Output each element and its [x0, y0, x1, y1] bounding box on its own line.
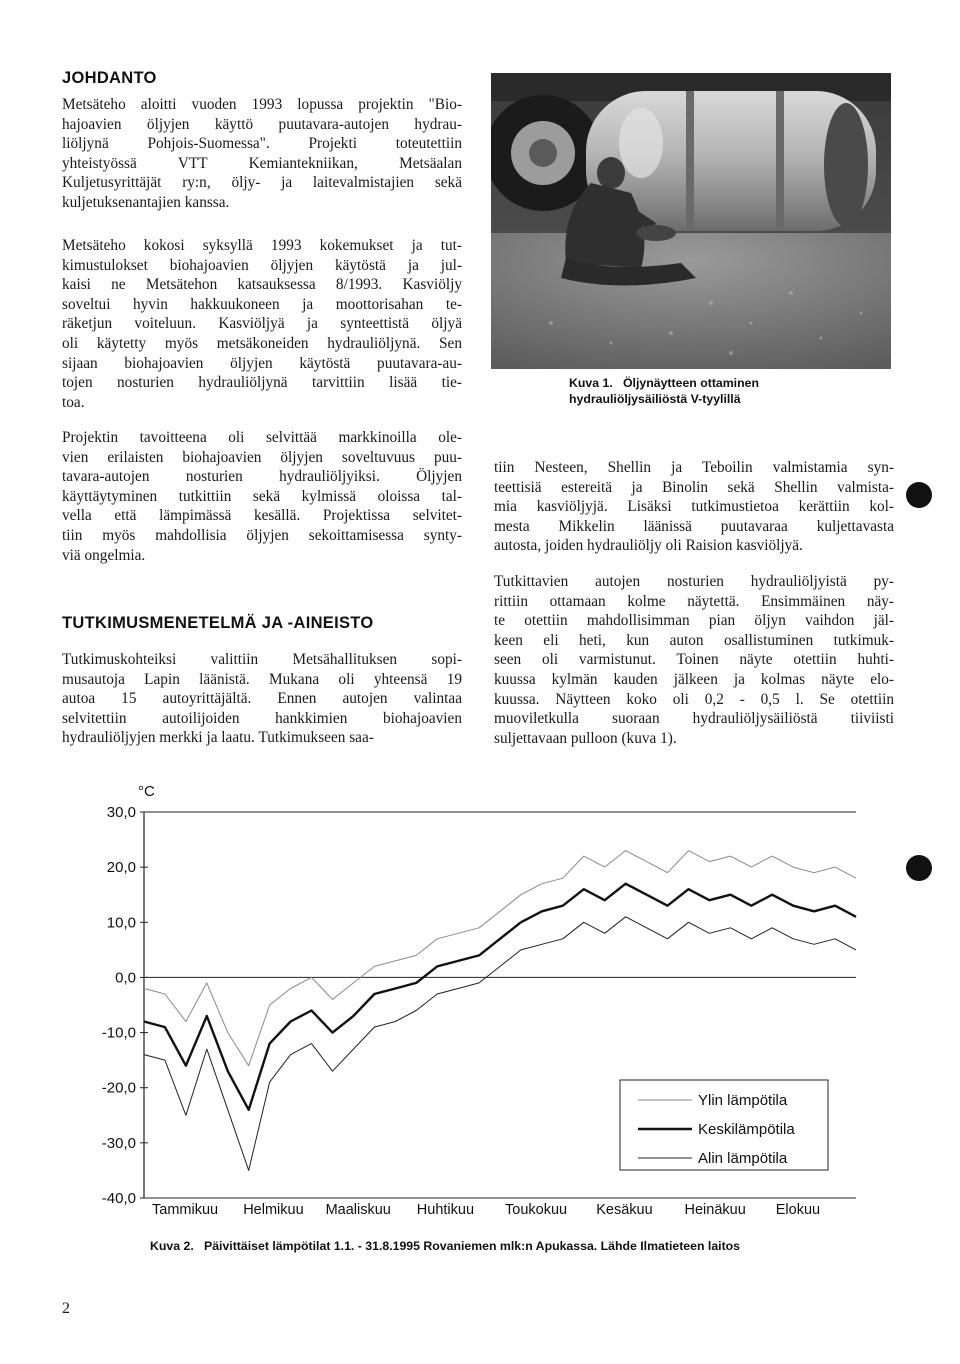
paragraph-line: hydrauliöljyjen merkki ja laatu. Tutkimukseen saa-	[62, 729, 374, 747]
paragraph-line: autosta, joiden hydrauliöljy oli Raision kasviöljyä.	[494, 537, 803, 555]
paragraph-line: kuljetuksenantajien kanssa.	[62, 193, 230, 211]
temperature-chart	[60, 770, 880, 1230]
paragraph-line: musautoja Lapin läänistä. Mukana oli yhteensä 19	[62, 670, 462, 688]
paragraph-line: yhteistyössä VTT Kemiantekniikan, Metsäalan	[62, 154, 462, 172]
paragraph-right-1	[494, 458, 894, 556]
paragraph-line: toa.	[62, 393, 85, 411]
paragraph-line: räketjun voiteluun. Kasviöljyä ja synteettistä öljyä	[62, 315, 462, 333]
paragraph-line: liöljynä Pohjois-Suomessa". Projekti toteutettiin	[62, 135, 462, 153]
paragraph-right-2	[494, 572, 894, 748]
figure-1-caption	[569, 375, 759, 407]
figure-2-caption: Kuva 2. Päivittäiset lämpötilat 1.1. - 31.8.1995 Rovaniemen mlk:n Apukassa. Lähde Ilmatieteen laitos	[150, 1239, 741, 1253]
x-tick-label-month: Huhtikuu	[416, 1202, 475, 1218]
paragraph-methods-1	[62, 650, 462, 748]
paragraph-line: tavara-autojen nosturien hydrauliöljyiksi. Öljyjen	[62, 468, 462, 486]
paragraph-line: kimustulokset biohajoavien öljyjen käytöstä ja jul-	[62, 256, 462, 274]
figure-1-caption-line-1: Kuva 1. Öljynäytteen ottaminen	[569, 376, 759, 390]
paragraph-line: mesta Mikkelin läänissä puutavaraa kuljettavasta	[494, 517, 894, 535]
y-tick-label: 0,0	[115, 969, 136, 987]
paragraph-line: selvitettiin autoilijoiden hankkimien biohajoavien	[62, 709, 462, 727]
paragraph-intro-3	[62, 428, 462, 565]
x-tick-label-month: Heinäkuu	[684, 1202, 746, 1218]
legend-label: Ylin lämpötila	[698, 1092, 788, 1109]
section-heading-intro: JOHDANTO	[62, 69, 157, 87]
paragraph-line: rittiin ottamaan kolme näytettä. Ensimmäinen näy-	[494, 592, 894, 610]
paragraph-line: tiin myös mahdollisia öljyjen sekoittamisessa synty-	[62, 526, 462, 544]
series-line-0	[144, 851, 856, 1066]
paragraph-line: hajoavien öljyjen käyttö puutavara-autojen hydrau-	[62, 115, 462, 133]
y-tick-label: 20,0	[106, 859, 136, 877]
y-tick-label: -20,0	[101, 1079, 136, 1097]
section-heading-methods: TUTKIMUSMENETELMÄ JA -AINEISTO	[62, 614, 374, 632]
paragraph-line: tojen nosturien hydrauliöljynä tarvittiin lisää tie-	[62, 374, 462, 392]
paragraph-line: soveltui hyvin hakkuukoneen ja moottorisahan te-	[62, 295, 462, 313]
paragraph-line: Metsäteho aloitti vuoden 1993 lopussa projektin "Bio-	[62, 96, 462, 113]
paragraph-line: kaisi ne Metsätehon katsauksessa 8/1993. Kasviöljy	[62, 276, 462, 294]
punch-hole-mark-bottom	[906, 855, 932, 881]
paragraph-line: käyttäytyminen tutkittiin sekä kylmissä oloissa tal-	[62, 487, 462, 505]
paragraph-line: tiin Nesteen, Shellin ja Teboilin valmistamia syn-	[494, 459, 894, 476]
paragraph-line: mia kasviöljyjä. Lisäksi tutkimustietoa kerättiin kol-	[494, 498, 894, 516]
x-tick-label-month: Elokuu	[775, 1202, 821, 1218]
x-tick-label-month: Toukokuu	[505, 1202, 568, 1218]
paragraph-line: Tutkittavien autojen nosturien hydrauliöljyistä py-	[494, 573, 894, 590]
legend-label: Alin lämpötila	[698, 1150, 788, 1167]
paragraph-line: Tutkimuskohteiksi valittiin Metsähallituksen sopi-	[62, 651, 462, 668]
paragraph-line: Projektin tavoitteena oli selvittää markkinoilla ole-	[62, 429, 462, 446]
x-tick-label-month: Helmikuu	[243, 1202, 304, 1218]
x-tick-label-month: Kesäkuu	[596, 1202, 653, 1218]
x-tick-label-month: Tammikuu	[152, 1202, 219, 1218]
series-line-1	[144, 884, 856, 1110]
paragraph-line: viä ongelmia.	[62, 546, 146, 564]
y-tick-label: -30,0	[101, 1134, 136, 1152]
paragraph-line: vien erilaisten biohajoavien öljyjen soveltuvuus puu-	[62, 448, 462, 466]
legend-label: Keskilämpötila	[698, 1121, 795, 1138]
figure-1-caption-line-2: hydrauliöljysäiliöstä V-tyylillä	[569, 392, 741, 406]
paragraph-line: keen eli heti, kun auton osallistuminen tutkimuk-	[494, 631, 894, 649]
page-number: 2	[62, 1300, 70, 1317]
paragraph-line: sijaan biohajoavien öljyjen käytöstä puutavara-au-	[62, 354, 462, 372]
punch-hole-mark-top	[906, 482, 932, 508]
paragraph-line: teettisiä estereitä ja Binolin sekä Shellin valmista-	[494, 478, 894, 496]
paragraph-intro-1	[62, 95, 462, 213]
paragraph-line: Metsäteho kokosi syksyllä 1993 kokemukset ja tut-	[62, 237, 462, 254]
paragraph-intro-2	[62, 236, 462, 412]
paragraph-line: seen oli varmistunut. Toinen näyte otettiin huhti-	[494, 651, 894, 669]
y-tick-label: -40,0	[101, 1190, 136, 1207]
photo-illustration	[491, 73, 891, 369]
paragraph-line: suljettavaan pulloon (kuva 1).	[494, 729, 677, 747]
paragraph-line: kuussa. Näytteen koko oli 0,2 - 0,5 l. Se otettiin	[494, 690, 894, 708]
paragraph-line: muoviletkulla suoraan hydrauliöljysäiliöstä tiiviisti	[494, 710, 894, 728]
figure-photo-oil-sampling	[491, 73, 891, 369]
paragraph-line: kuussa kylmän kauden jälkeen ja kolmas näyte elo-	[494, 670, 894, 688]
y-tick-label: 30,0	[106, 804, 136, 821]
paragraph-line: oli käytetty myös metsäkoneiden hydrauliöljynä. Sen	[62, 334, 462, 352]
paragraph-line: vella että lämpimässä kesällä. Projektissa selvitet-	[62, 507, 462, 525]
y-axis-unit-label: °C	[138, 783, 155, 800]
x-tick-label-month: Maaliskuu	[325, 1202, 391, 1218]
paragraph-line: te otettiin mahdollisimman pian öljyn vaihdon jäl-	[494, 612, 894, 630]
y-tick-label: 10,0	[106, 914, 136, 932]
paragraph-line: autoa 15 autoyrittäjältä. Ennen autojen valintaa	[62, 690, 462, 708]
y-tick-label: -10,0	[101, 1024, 136, 1042]
paragraph-line: Kuljetusyrittäjät ry:n, öljy- ja laitevalmistajien sekä	[62, 174, 462, 192]
